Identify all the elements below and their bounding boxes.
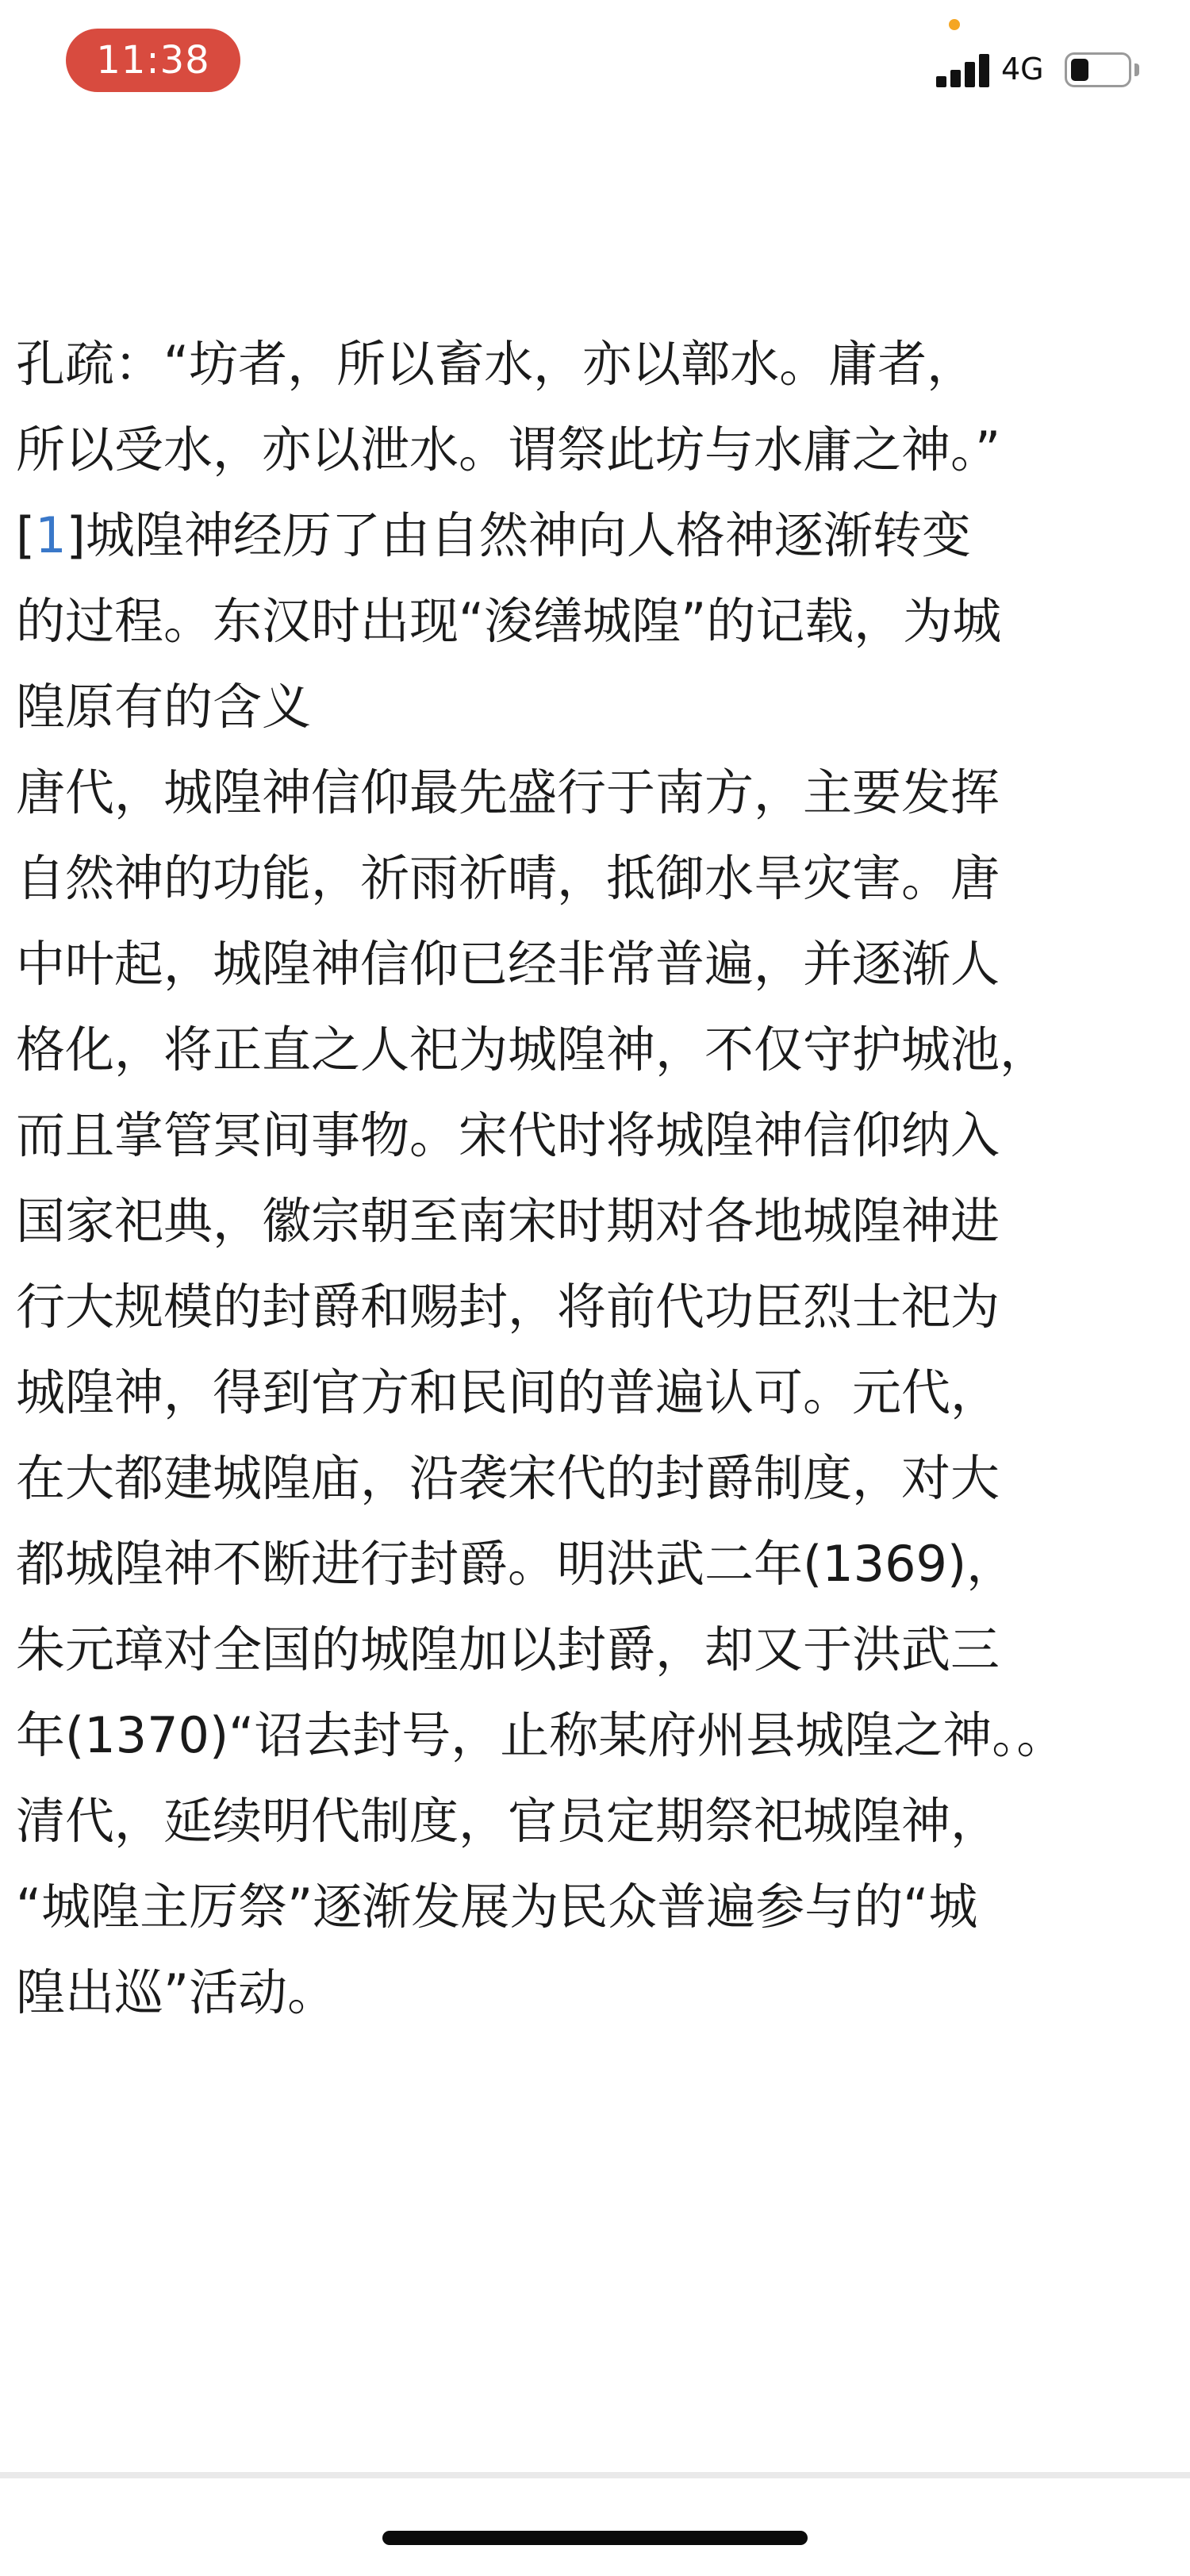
battery-cap: [1134, 63, 1139, 76]
article-line: [16, 579, 1190, 664]
article-line-text: 唐代，城隍神信仰最先盛行于南方，主要发挥: [16, 763, 1000, 821]
article-line-text: 的过程。东汉时出现“浚缮城隍”的记载，为城: [16, 592, 1002, 650]
article-line-text: 清代，延续明代制度，官员定期祭祀城隍神，: [16, 1792, 1000, 1850]
article-line-text: 格化，将正直之人祀为城隍神，不仅守护城池，: [16, 1021, 1050, 1078]
article-line-text: 年(1370)“诏去封号，止称某府州县城隍之神。。: [16, 1706, 1066, 1764]
article-line: [16, 1093, 1190, 1178]
article-line-text: 隍原有的含义: [16, 678, 312, 736]
battery-level-fill: [1071, 59, 1088, 81]
article-line: [16, 407, 1190, 493]
article-line: [16, 1950, 1190, 2036]
article-line: [16, 750, 1190, 836]
status-time[interactable]: 11:38: [66, 29, 240, 92]
article-body: [16, 321, 1190, 2036]
location-indicator-icon: [949, 19, 960, 30]
article-line-text: “城隍主厉祭”逐渐发展为民众普遍参与的“城: [16, 1878, 978, 1936]
article-line: [16, 1264, 1190, 1350]
article-line-text: 而且掌管冥间事物。宋代时将城隍神信仰纳入: [16, 1106, 1000, 1164]
home-indicator[interactable]: [382, 2531, 808, 2545]
article-line: [16, 1693, 1190, 1778]
article-line-text: 所以受水，亦以泄水。谓祭此坊与水庸之神。”: [16, 421, 1001, 479]
status-bar: [0, 0, 1190, 135]
article-line: [16, 1864, 1190, 1950]
article-line-text: 孔疏：“坊者，所以畜水，亦以鄣水。庸者，: [16, 335, 977, 393]
bottom-divider: [0, 2472, 1190, 2478]
article-line: [16, 493, 1190, 579]
article-line: [16, 1778, 1190, 1864]
article-line: [16, 1607, 1190, 1693]
citation-link[interactable]: 1: [35, 506, 67, 564]
article-line: [16, 1350, 1190, 1436]
article-line-text: 中叶起，城隍神信仰已经非常普遍，并逐渐人: [16, 935, 1000, 993]
citation-bracket: [: [16, 506, 36, 564]
article-line: [16, 836, 1190, 921]
article-line-text: 隍出巡”活动。: [16, 1963, 337, 2021]
article-line: [16, 1178, 1190, 1264]
article-line-text: 自然神的功能，祈雨祈晴，抵御水旱灾害。唐: [16, 849, 1000, 907]
article-line: [16, 1521, 1190, 1607]
article-line: [16, 321, 1190, 407]
network-type-label: 4G: [1001, 52, 1044, 87]
battery-icon: [1065, 52, 1131, 87]
article-line: [16, 664, 1190, 750]
article-line-text: 朱元璋对全国的城隍加以封爵，却又于洪武三: [16, 1621, 1000, 1678]
article-line: [16, 1436, 1190, 1521]
article-line-text: 在大都建城隍庙，沿袭宋代的封爵制度，对大: [16, 1449, 1000, 1507]
article-line: [16, 1007, 1190, 1093]
article-line-text: 城隍神，得到官方和民间的普遍认可。元代，: [16, 1363, 1000, 1421]
article-line-text: ]城隍神经历了由自然神向人格神逐渐转变: [66, 506, 971, 564]
article-line-text: 国家祀典，徽宗朝至南宋时期对各地城隍神进: [16, 1192, 1000, 1250]
cellular-signal-icon: [936, 52, 992, 87]
article-line: [16, 921, 1190, 1007]
article-line-text: 都城隍神不断进行封爵。明洪武二年(1369)，: [16, 1535, 1016, 1593]
article-line-text: 行大规模的封爵和赐封，将前代功臣烈士祀为: [16, 1278, 1000, 1336]
